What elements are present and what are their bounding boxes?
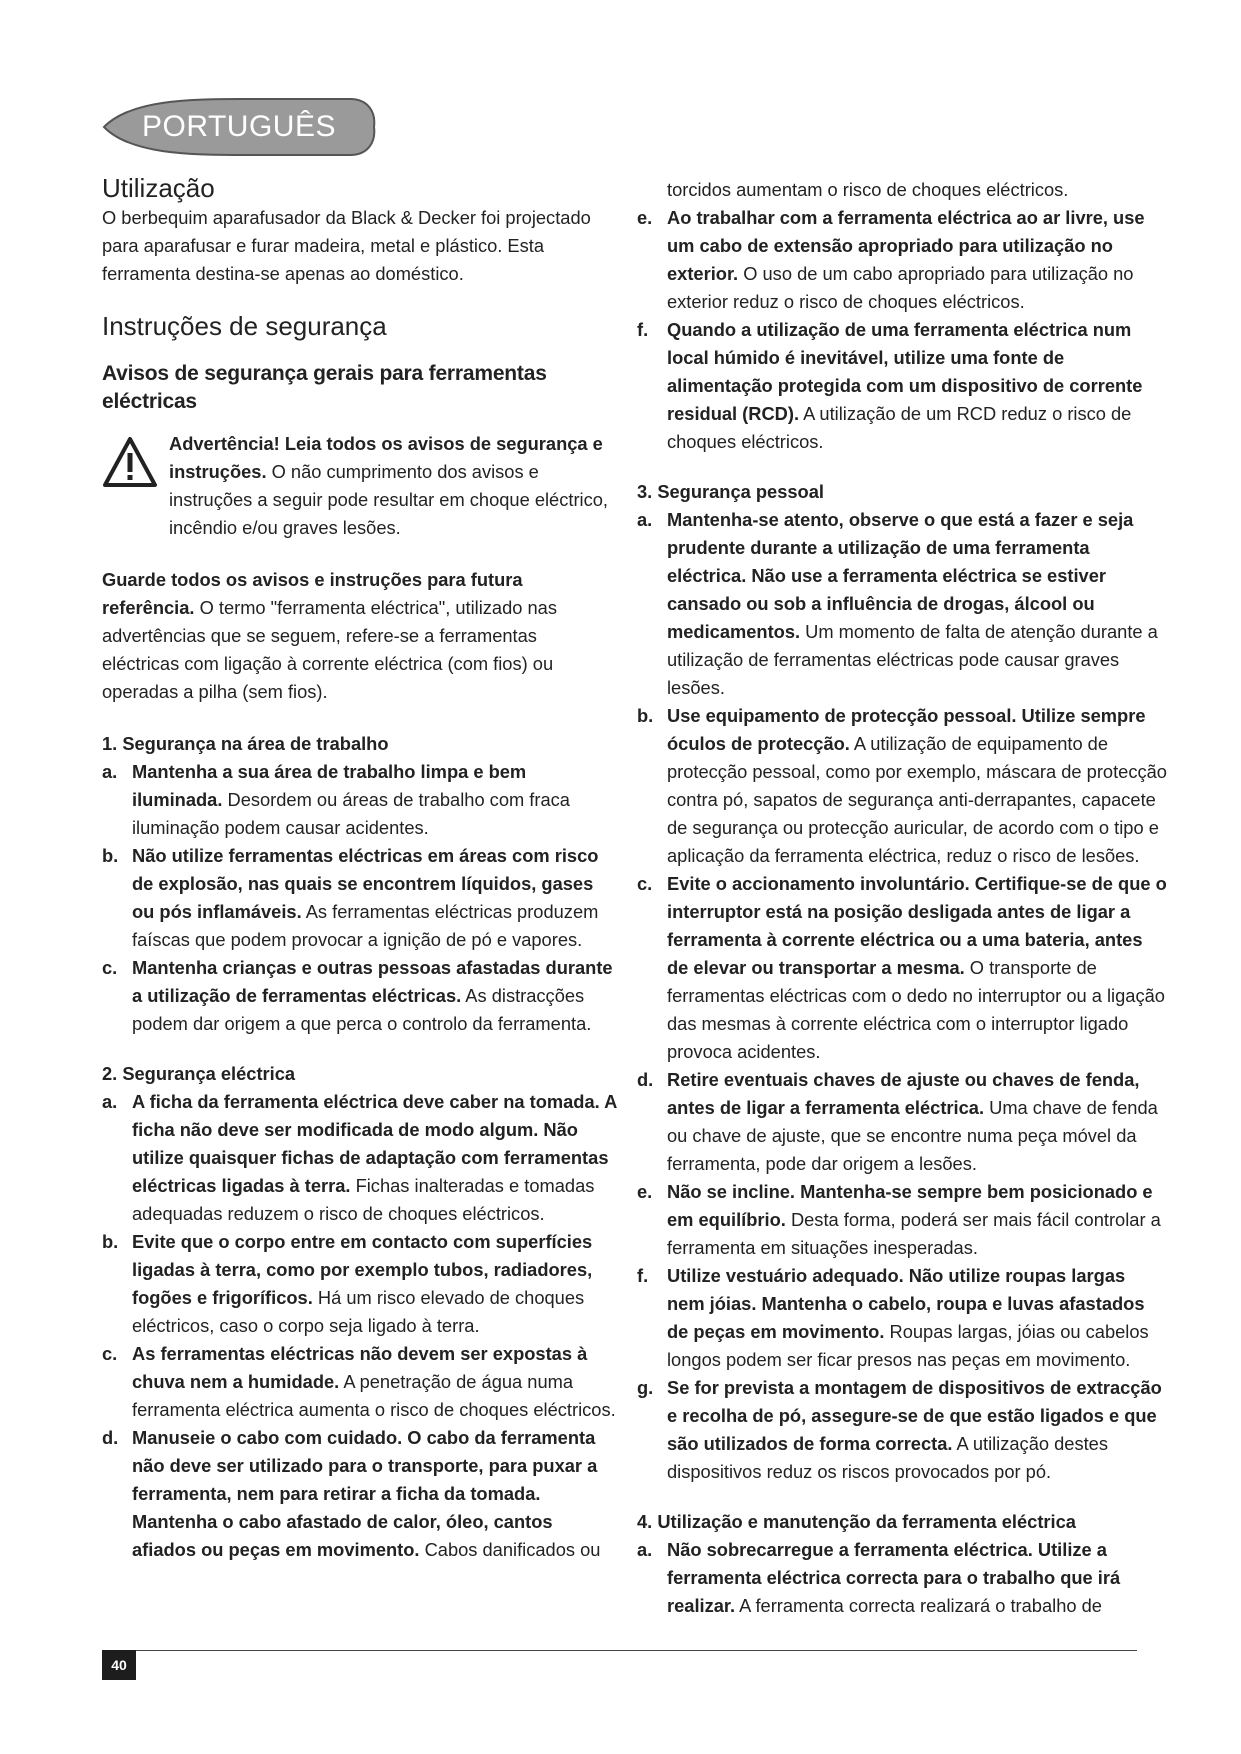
s2-item-d: d. Manuseie o cabo com cuidado. O cabo da ferramenta não deve ser utilizado para o transporte, para puxar a ferramenta, nem para retirar a ficha da tomada. Mantenha o cabo afastado de calor, óleo, cantos afiados ou peças em movimento. Cabos danificados ou: [102, 1427, 601, 1560]
usage-heading: Utilização: [102, 173, 215, 203]
s3-item-f: f. Utilize vestuário adequado. Não utilize roupas largas nem jóias. Mantenha o cabelo, roupa e luvas afastados de peças em movimento. Roupas largas, jóias ou cabelos longos podem ser ficar presos nas peças em movimento.: [637, 1265, 1149, 1370]
s1-item-c: c. Mantenha crianças e outras pessoas afastadas durante a utilização de ferramentas eléctricas. As distracções podem dar origem a que perca o controlo da ferramenta.: [102, 957, 613, 1034]
s1-item-a: a. Mantenha a sua área de trabalho limpa e bem iluminada. Desordem ou áreas de trabalho com fraca iluminação podem causar acidentes.: [102, 761, 570, 838]
general-warnings-heading: Avisos de segurança gerais para ferramentas eléctricas: [102, 362, 547, 413]
section-2-title: 2. Segurança eléctrica: [102, 1063, 296, 1084]
page-number: 40: [102, 1650, 136, 1680]
warning-triangle-icon: [102, 436, 158, 488]
s3-item-a: a. Mantenha-se atento, observe o que está a fazer e seja prudente durante a utilização de uma ferramenta eléctrica. Não use a ferramenta eléctrica se estiver cansado ou sob a influência de drogas, álcool ou medicamentos. Um momento de falta de atenção durante a utilização de ferramentas eléctricas pode causar graves lesões.: [637, 509, 1158, 698]
safety-heading: Instruções de segurança: [102, 311, 387, 341]
s4-item-a: a. Não sobrecarregue a ferramenta eléctrica. Utilize a ferramenta eléctrica correcta para o trabalho que irá realizar. A ferramenta correcta realizará o trabalho de: [637, 1539, 1121, 1616]
warning-text: Advertência! Leia todos os avisos de segurança e instruções. O não cumprimento dos avisos e instruções a seguir pode resultar em choque eléctrico, incêndio e/ou graves lesões.: [169, 433, 608, 538]
s2-item-b: b. Evite que o corpo entre em contacto com superfícies ligadas à terra, como por exemplo tubos, radiadores, fogões e frigoríficos. Há um risco elevado de choques eléctricos, caso o corpo seja ligado à terra.: [102, 1231, 593, 1336]
language-tab-label: PORTUGUÊS: [142, 110, 336, 143]
s3-item-b: b. Use equipamento de protecção pessoal. Utilize sempre óculos de protecção. A utilização de equipamento de protecção pessoal, como por exemplo, máscara de protecção contra pó, sapatos de segurança anti-derrapantes, capacete de segurança ou protecção auricular, de acordo com o tipo e aplicação da ferramenta eléctrica, reduz o risco de lesões.: [637, 705, 1167, 866]
warning-block: [102, 430, 617, 542]
footer-rule: [102, 1650, 1137, 1651]
continued-text: torcidos aumentam o risco de choques eléctricos.: [667, 179, 1069, 200]
s2-item-f: f. Quando a utilização de uma ferramenta eléctrica num local húmido é inevitável, utilize uma fonte de alimentação protegida com um dispositivo de corrente residual (RCD). A utilização de um RCD reduz o risco de choques eléctricos.: [637, 319, 1143, 452]
right-column: [637, 176, 1167, 1620]
s3-item-d: d. Retire eventuais chaves de ajuste ou chaves de fenda, antes de ligar a ferramenta eléctrica. Uma chave de fenda ou chave de ajuste, que se encontre numa peça móvel da ferramenta, pode dar origem a lesões.: [637, 1069, 1158, 1174]
left-column: [102, 172, 617, 1564]
s2-item-c: c. As ferramentas eléctricas não devem ser expostas à chuva nem a humidade. A penetração de água numa ferramenta eléctrica aumenta o risco de choques eléctricos.: [102, 1343, 616, 1420]
section-4-title: 4. Utilização e manutenção da ferramenta eléctrica: [637, 1511, 1076, 1532]
usage-text: O berbequim aparafusador da Black & Decker foi projectado para aparafusar e furar madeira, metal e plástico. Esta ferramenta destina-se apenas ao doméstico.: [102, 207, 591, 284]
s1-item-b: b. Não utilize ferramentas eléctricas em áreas com risco de explosão, nas quais se encontrem líquidos, gases ou pós inflamáveis. As ferramentas eléctricas produzem faíscas que podem provocar a ignição de pó e vapores.: [102, 845, 599, 950]
s3-item-e: e. Não se incline. Mantenha-se sempre bem posicionado e em equilíbrio. Desta forma, poderá ser mais fácil controlar a ferramenta em situações inesperadas.: [637, 1181, 1161, 1258]
s2-item-e: e. Ao trabalhar com a ferramenta eléctrica ao ar livre, use um cabo de extensão apropriado para utilização no exterior. O uso de um cabo apropriado para utilização no exterior reduz o risco de choques eléctricos.: [637, 207, 1145, 312]
s3-item-c: c. Evite o accionamento involuntário. Certifique-se de que o interruptor está na posição desligada antes de ligar a ferramenta à corrente eléctrica ou a uma bateria, antes de elevar ou transportar a mesma. O transporte de ferramentas eléctricas com o dedo no interruptor ou a ligação das mesmas à corrente eléctrica com o interruptor ligado provoca acidentes.: [637, 873, 1167, 1062]
s2-item-a: a. A ficha da ferramenta eléctrica deve caber na tomada. A ficha não deve ser modificada de modo algum. Não utilize quaisquer fichas de adaptação com ferramentas eléctricas ligadas à terra. Fichas inalteradas e tomadas adequadas reduzem o risco de choques eléctricos.: [102, 1091, 617, 1224]
section-3-title: 3. Segurança pessoal: [637, 481, 824, 502]
language-tab: [100, 96, 378, 158]
warning-bold: Advertência! Leia todos os avisos de segurança e instruções.: [169, 433, 603, 482]
keep-instructions: Guarde todos os avisos e instruções para futura referência. O termo "ferramenta eléctrica", utilizado nas advertências que se seguem, refere-se a ferramentas eléctricas com ligação à corrente eléctrica (com fios) ou operadas a pilha (sem fios).: [102, 569, 557, 702]
s3-item-g: g. Se for prevista a montagem de dispositivos de extracção e recolha de pó, assegure-se de que estão ligados e que são utilizados de forma correcta. A utilização destes dispositivos reduz os riscos provocados por pó.: [637, 1377, 1162, 1482]
section-1-title: 1. Segurança na área de trabalho: [102, 733, 389, 754]
